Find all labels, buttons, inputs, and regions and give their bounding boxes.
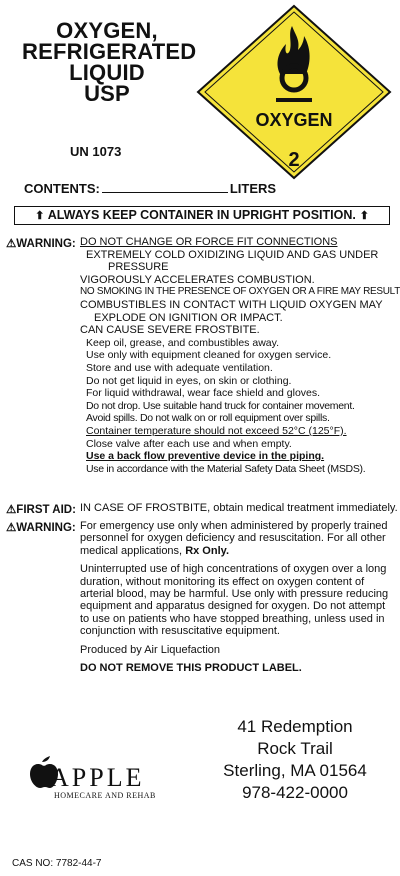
warning-line: COMBUSTIBLES IN CONTACT WITH LIQUID OXYGEN MAY bbox=[80, 298, 383, 311]
oxygen-caution-text: Uninterrupted use of high concentrations of oxygen over a long duration, without monitoring its effect on oxygen content of arterial blood, may be harmful. Use only with pressure reducing equipment and apparatus designed for oxygen. Do not attempt to use on patients who have stopped breathing, unless used in conjunction with resuscitative equipment. bbox=[80, 563, 389, 638]
logo-name: APPLE bbox=[50, 763, 145, 792]
warning-line: Close valve after each use and when empty. bbox=[86, 437, 292, 450]
warning-label: ⚠WARNING: bbox=[6, 238, 76, 250]
warning-line: Store and use with adequate ventilation. bbox=[86, 361, 273, 374]
warning-line: Do not get liquid in eyes, on skin or clothing. bbox=[86, 374, 292, 387]
warning-line: Container temperature should not exceed 52°C (125°F). bbox=[86, 424, 347, 437]
contents-field bbox=[24, 181, 276, 196]
warning-line: Avoid spills. Do not walk on or roll equipment over spills. bbox=[86, 412, 330, 425]
title-line: LIQUID bbox=[69, 60, 145, 85]
first-aid-label: ⚠FIRST AID: bbox=[6, 504, 76, 516]
warning-line: PRESSURE bbox=[108, 261, 169, 274]
first-aid-text: IN CASE OF FROSTBITE, obtain medical treatment immediately. bbox=[80, 502, 398, 514]
address-phone: 978-422-0000 bbox=[242, 783, 348, 802]
produced-by: Produced by Air Liquefaction bbox=[80, 643, 221, 656]
warning-line: Do not drop. Use suitable hand truck for container movement. bbox=[86, 399, 355, 412]
cas-number: CAS NO: 7782-44-7 bbox=[12, 858, 102, 869]
warning-line: Keep oil, grease, and combustibles away. bbox=[86, 336, 279, 349]
upright-banner bbox=[14, 206, 390, 225]
hazard-placard bbox=[196, 4, 392, 180]
logo-subtitle: HOMECARE AND REHAB bbox=[54, 791, 156, 800]
placard-class: 2 bbox=[288, 149, 300, 171]
warning-line: NO SMOKING IN THE PRESENCE OF OXYGEN OR A FIRE MAY RESULT bbox=[80, 286, 400, 298]
warning-line: CAN CAUSE SEVERE FROSTBITE. bbox=[80, 324, 260, 337]
warning-line: Use only with equipment cleaned for oxygen service. bbox=[86, 349, 332, 362]
warning-line: EXPLODE ON IGNITION OR IMPACT. bbox=[94, 311, 283, 324]
warning-line: VIGOROUSLY ACCELERATES COMBUSTION. bbox=[80, 273, 315, 286]
warning-label: ⚠WARNING: bbox=[6, 522, 76, 534]
medical-warning-text: For emergency use only when administered by properly trained personnel for oxygen deficiency and resuscitation. For all other medical applications, bbox=[80, 520, 388, 557]
warning-line: For liquid withdrawal, wear face shield and gloves. bbox=[86, 387, 321, 400]
up-arrow-icon: ⬆ bbox=[359, 210, 369, 222]
do-not-remove: DO NOT REMOVE THIS PRODUCT LABEL. bbox=[80, 662, 302, 675]
warning-line: EXTREMELY COLD OXIDIZING LIQUID AND GAS UNDER bbox=[86, 248, 379, 261]
contents-unit: LITERS bbox=[229, 181, 277, 196]
address-line: 41 Redemption bbox=[237, 717, 353, 736]
apple-logo bbox=[28, 756, 198, 804]
medical-warning bbox=[80, 520, 392, 680]
address-line: Rock Trail bbox=[257, 739, 333, 758]
title-line: REFRIGERATED bbox=[22, 39, 197, 64]
warning-line: Use a back flow preventive device in the piping. bbox=[86, 450, 325, 463]
warning-line: DO NOT CHANGE OR FORCE FIT CONNECTIONS bbox=[80, 236, 338, 248]
title-line: OXYGEN, bbox=[56, 18, 158, 43]
warning-list bbox=[80, 236, 400, 475]
address-line: Sterling, MA 01564 bbox=[223, 761, 367, 780]
rx-only: Rx Only. bbox=[185, 544, 229, 557]
un-number: UN 1073 bbox=[70, 144, 122, 159]
supplier-address bbox=[200, 716, 390, 804]
upright-text: ALWAYS KEEP CONTAINER IN UPRIGHT POSITION. bbox=[47, 208, 356, 222]
warning-line: Use in accordance with the Material Safety Data Sheet (MSDS). bbox=[86, 462, 366, 475]
placard-word: OXYGEN bbox=[255, 110, 333, 130]
contents-blank-line bbox=[102, 181, 228, 193]
title-line: USP bbox=[84, 81, 130, 106]
up-arrow-icon: ⬆ bbox=[35, 210, 45, 222]
product-title bbox=[22, 18, 197, 106]
contents-label: CONTENTS: bbox=[24, 181, 100, 196]
